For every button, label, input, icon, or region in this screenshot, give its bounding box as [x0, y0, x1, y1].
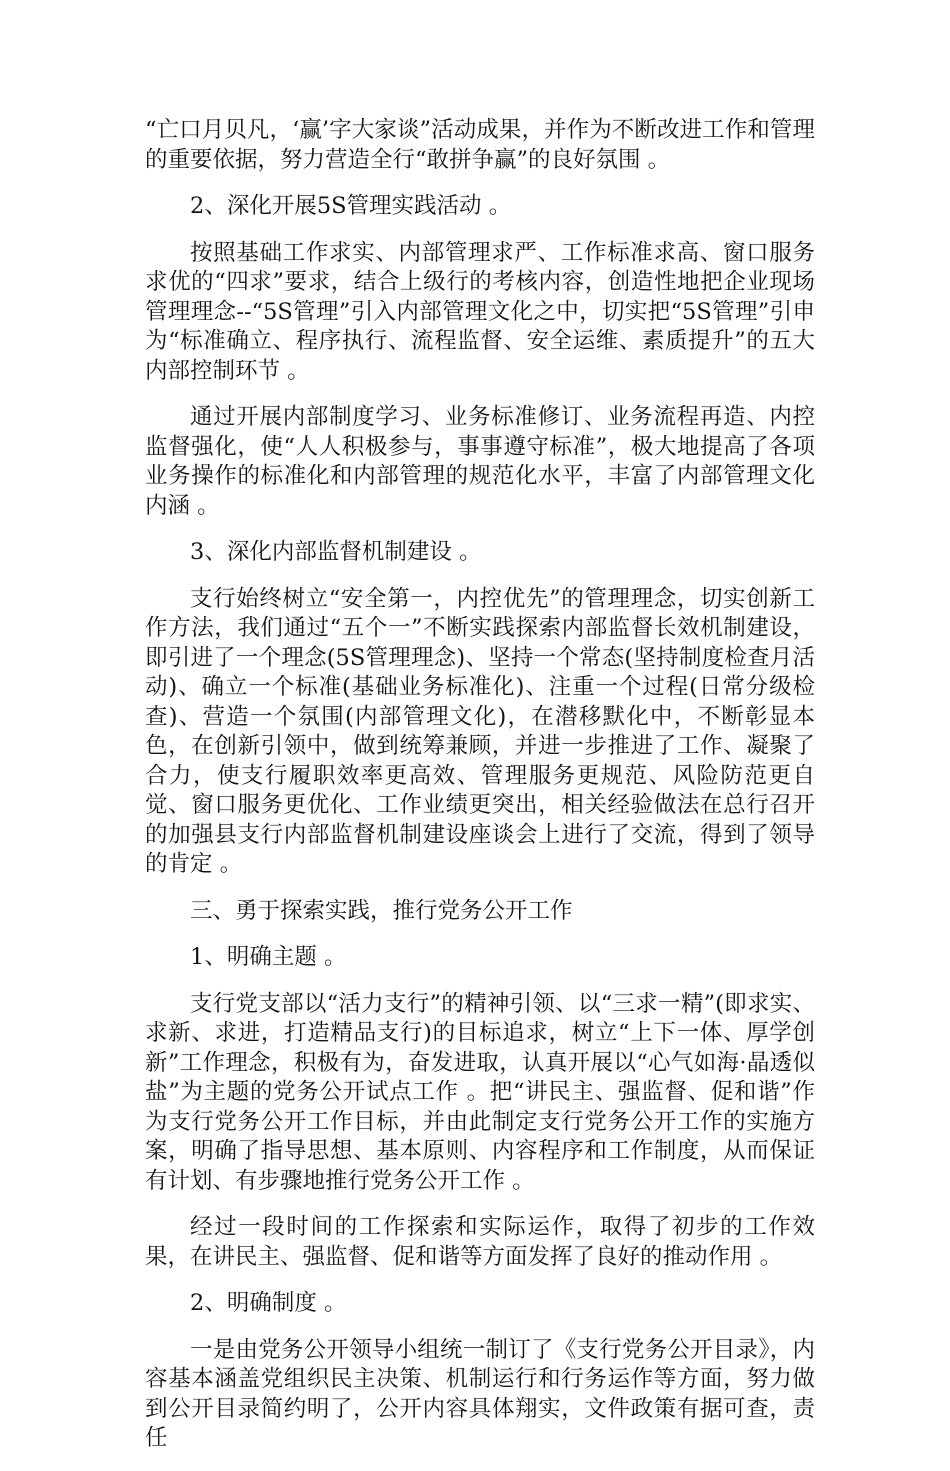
- section-heading-3: 3、深化内部监督机制建设 。: [190, 539, 482, 565]
- subsection-heading-1: 1、明确主题 。: [190, 944, 347, 970]
- paragraph-supervision: 支行始终树立“安全第一，内控优先”的管理理念，切实创新工作方法，我们通过“五个一”不断实践探索内部监督长效机制建设，即引进了一个理念(5S管理理念)、坚持一个常态(坚持制度检查月活动)、确立一个标准(基础业务标准化)、注重一个过程(日常分级检查)、营造一个氛围(内部管理文化)，在潜移默化中，不断彰显本色，在创新引领中，做到统筹兼顾，并进一步推进了工作、凝聚了合力，使支行履职效率更高效、管理服务更规范、风险防范更自觉、窗口服务更优化、工作业绩更突出，相关经验做法在总行召开的加强县支行内部监督机制建设座谈会上进行了交流，得到了领导的肯定 。: [145, 585, 815, 877]
- subsection-heading-2: 2、明确制度 。: [190, 1290, 347, 1316]
- paragraph-internal-training: 通过开展内部制度学习、业务标准修订、业务流程再造、内控监督强化，使“人人积极参与，事事遵守标准”，极大地提高了各项业务操作的标准化和内部管理的规范化水平，丰富了内部管理文化内涵 。: [145, 404, 815, 519]
- section-heading-2: 2、深化开展5S管理实践活动 。: [190, 193, 512, 219]
- chapter-heading-3: 三、勇于探索实践，推行党务公开工作: [190, 897, 573, 924]
- paragraph-effects: 经过一段时间的工作探索和实际运作，取得了初步的工作效果，在讲民主、强监督、促和谐等方面发挥了良好的推动作用 。: [145, 1214, 815, 1270]
- paragraph-1: “亡口月贝凡，‘赢’字大家谈”活动成果，并作为不断改进工作和管理的重要依据，努力营造全行“敢拼争赢”的良好氛围 。: [145, 117, 815, 173]
- paragraph-party-theme: 支行党支部以“活力支行”的精神引领、以“三求一精”(即求实、求新、求进，打造精品支行)的目标追求，树立“上下一体、厚学创新”工作理念，积极有为，奋发进取，认真开展以“心气如海·晶透似盐”为主题的党务公开试点工作 。把“讲民主、强监督、促和谐”作为支行党务公开工作目标，并由此制定支行党务公开工作的实施方案，明确了指导思想、基本原则、内容程序和工作制度，从而保证有计划、有步骤地推行党务公开工作 。: [145, 990, 815, 1194]
- document-page: [145, 116, 815, 1471]
- paragraph-system: 一是由党务公开领导小组统一制订了《支行党务公开目录》，内容基本涵盖党组织民主决策、机制运行和行务运作等方面，努力做到公开目录简约明了，公开内容具体翔实，文件政策有据可查，责任: [145, 1336, 815, 1451]
- paragraph-5s-management: 按照基础工作求实、内部管理求严、工作标准求高、窗口服务求优的“四求”要求，结合上级行的考核内容，创造性地把企业现场管理理念--“5S管理”引入内部管理文化之中，切实把“5S管理”引申为“标准确立、程序执行、流程监督、安全运维、素质提升”的五大内部控制环节 。: [145, 239, 815, 384]
